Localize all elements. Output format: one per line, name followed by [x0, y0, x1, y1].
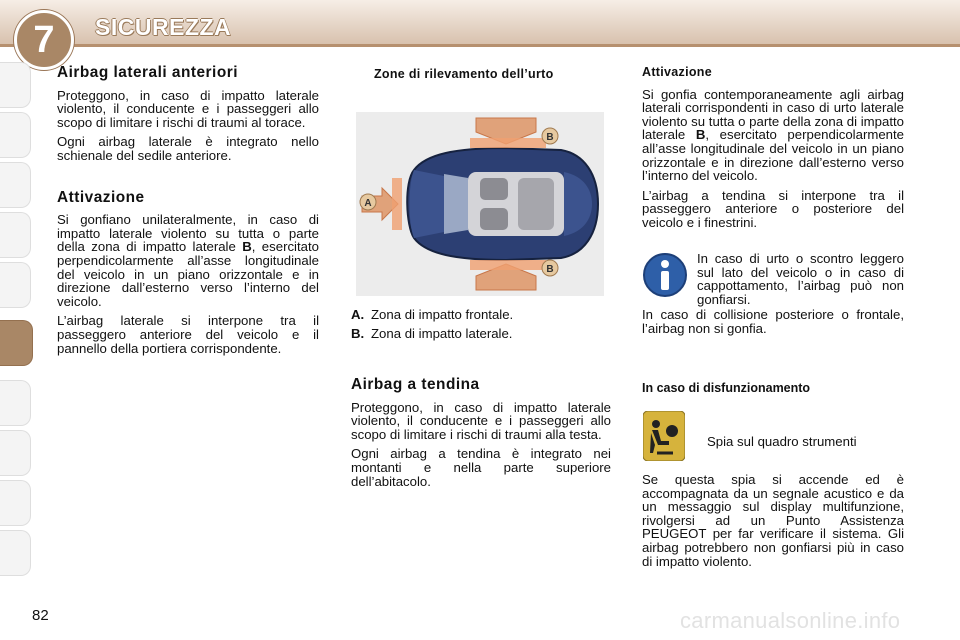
paragraph: L’airbag laterale si interpone tra il passeggero anteriore del veicolo e il pannello della portiera corrispondente.	[57, 313, 319, 356]
chapter-badge: 7	[14, 10, 74, 70]
section-heading: Attivazione	[57, 188, 145, 206]
label-b-bottom: B	[546, 264, 554, 275]
section-heading: Airbag laterali anteriori	[57, 64, 238, 81]
paragraph: Si gonfiano unilateralmente, in caso di impatto laterale violento su tutta o parte della zona di impatto laterale B, esercitato perpendicolarmente all’asse longitudinale del veicolo in un piano orizzontale e in direzione dall’esterno verso l’interno del veicolo.	[57, 212, 319, 309]
section-heading: Attivazione	[642, 65, 712, 79]
chapter-tab[interactable]	[0, 162, 31, 208]
paragraph: Ogni airbag laterale è integrato nello schienale del sedile anteriore.	[57, 134, 319, 163]
chapter-tab[interactable]	[0, 430, 31, 476]
chapter-tab[interactable]	[0, 380, 31, 426]
info-note	[642, 252, 904, 336]
chapter-tab[interactable]	[0, 112, 31, 158]
chapter-tab[interactable]	[0, 212, 31, 258]
section-heading: Airbag a tendina	[351, 376, 480, 393]
paragraph: Proteggono, in caso di impatto laterale violento, il conducente e i passeggeri allo scopo di limitare i rischi di traumi alla testa.	[351, 399, 611, 442]
label-a: A	[364, 198, 372, 209]
chapter-tab[interactable]	[0, 530, 31, 576]
car-impact-zones-illustration	[356, 112, 604, 296]
malfunction-text-block	[642, 473, 904, 568]
middle-column	[351, 378, 611, 494]
chapter-tabs	[0, 62, 34, 582]
paragraph: L’airbag a tendina si interpone tra il passeggero anteriore o posteriore del veicolo e i finestrini.	[642, 187, 904, 230]
legend-item: B. Zona di impatto laterale.	[351, 326, 513, 341]
chapter-tab[interactable]	[0, 262, 31, 308]
malfunction-heading: In caso di disfunzionamento	[642, 381, 811, 395]
label-b-top: B	[546, 132, 554, 143]
legend-item: A. Zona di impatto frontale.	[351, 307, 514, 322]
figure-legend	[351, 305, 513, 343]
chapter-tab-active[interactable]	[0, 320, 33, 366]
page-title: SICUREZZA	[95, 14, 232, 40]
paragraph: Proteggono, in caso di impatto laterale violento, il conducente e i passeggeri allo scopo di limitare i rischi di traumi al torace.	[57, 87, 319, 130]
airbag-warning-icon	[643, 411, 685, 461]
warning-caption: Spia sul quadro strumenti	[707, 434, 857, 449]
info-text-2: In caso di collisione posteriore o frontale, l’airbag non si gonfia.	[642, 307, 904, 336]
paragraph: Se questa spia si accende ed è accompagnata da un segnale acustico e da un messaggio sul display multifunzione, rivolgersi ad un Punto Assistenza PEUGEOT per far verificare il sistema. Gli airbag potrebbero non gonfiarsi più in caso di impatto violento.	[642, 472, 904, 569]
chapter-tab[interactable]	[0, 62, 31, 108]
right-column	[642, 66, 904, 236]
left-column	[57, 66, 319, 361]
info-icon	[642, 252, 688, 298]
figure-title: Zone di rilevamento dell’urto	[374, 67, 554, 81]
watermark: carmanualsonline.info	[680, 608, 901, 633]
paragraph: Si gonfia contemporaneamente agli airbag laterali corrispondenti in caso di urto laterale violento su tutta o parte della zona di impatto laterale B, esercitato perpendicolarmente all’asse longitudinale del veicolo in un piano orizzontale e in direzione dall’esterno verso l’interno del veicolo.	[642, 86, 904, 184]
chapter-tab[interactable]	[0, 480, 31, 526]
info-text: In caso di urto o scontro leggero sul lato del veicolo o in caso di cappottamento, l’airbag può non gonfiarsi.	[697, 251, 904, 307]
paragraph: Ogni airbag a tendina è integrato nei montanti e nella parte superiore dell’abitacolo.	[351, 446, 611, 489]
page-number: 82	[32, 607, 49, 624]
header-divider	[0, 44, 960, 47]
